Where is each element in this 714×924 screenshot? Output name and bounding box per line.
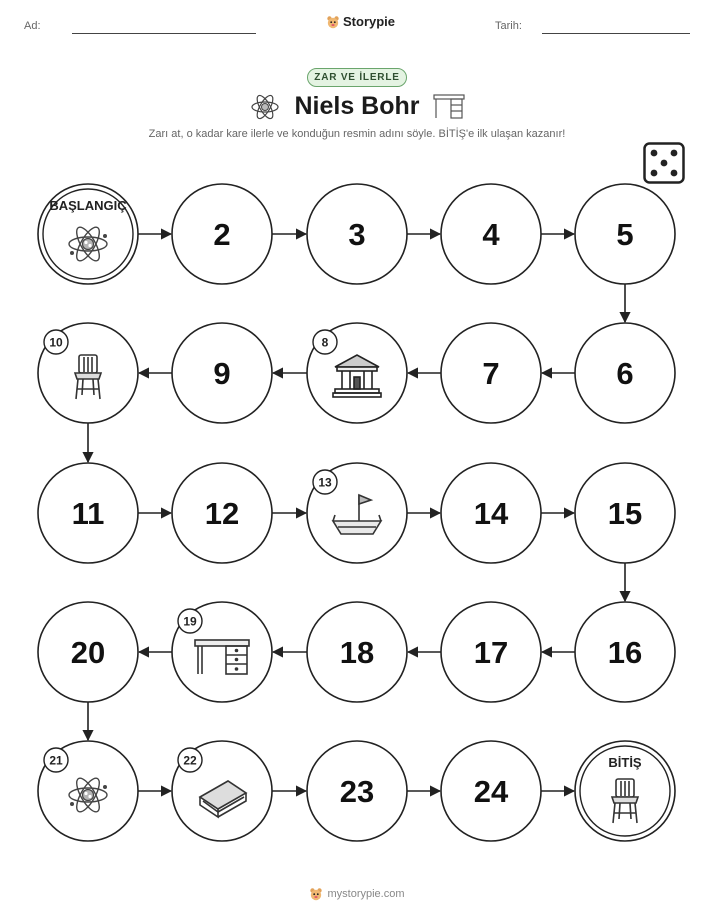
board-cell-25[interactable] xyxy=(575,741,675,841)
cell-number: 23 xyxy=(339,774,375,809)
board-cell-11[interactable] xyxy=(38,463,138,563)
page-title: Niels Bohr xyxy=(294,92,420,120)
cell-number-badge: 22 xyxy=(183,753,197,768)
footer-url: mystorypie.com xyxy=(327,888,405,900)
cell-number: 2 xyxy=(213,217,231,252)
board-cell-18[interactable] xyxy=(307,602,407,702)
board-cell-1[interactable] xyxy=(38,184,138,284)
cell-number: 3 xyxy=(348,217,366,252)
cell-number-badge: 13 xyxy=(318,475,332,490)
start-label: BAŞLANGIÇ xyxy=(49,198,127,213)
board-cell-16[interactable] xyxy=(575,602,675,702)
cell-number: 6 xyxy=(616,356,634,391)
cell-number: 11 xyxy=(71,496,105,531)
board-cell-24[interactable] xyxy=(441,741,541,841)
cell-number: 18 xyxy=(339,635,375,670)
cell-number: 5 xyxy=(616,217,634,252)
cell-number: 14 xyxy=(473,496,509,531)
footer xyxy=(0,887,714,901)
cell-number: 16 xyxy=(607,635,643,670)
board-cell-13[interactable] xyxy=(307,463,407,563)
cell-number: 24 xyxy=(473,774,509,809)
board-cell-14[interactable] xyxy=(441,463,541,563)
cell-number-badge: 10 xyxy=(49,335,63,350)
finish-label: BİTİŞ xyxy=(608,755,642,770)
board-cell-4[interactable] xyxy=(441,184,541,284)
board-cell-6[interactable] xyxy=(575,323,675,423)
cell-number: 12 xyxy=(204,496,240,531)
board-cell-7[interactable] xyxy=(441,323,541,423)
cell-number-badge: 21 xyxy=(49,753,63,768)
instructions: Zarı at, o kadar kare ilerle ve konduğun resmin adını söyle. BİTİŞ'e ilk ulaşan kazanır! xyxy=(148,128,566,140)
cell-number-badge: 19 xyxy=(183,614,197,629)
board-cell-23[interactable] xyxy=(307,741,407,841)
cell-number: 9 xyxy=(213,356,231,391)
board-cell-19[interactable] xyxy=(172,602,272,702)
name-label: Ad: xyxy=(24,20,41,32)
board-cell-8[interactable] xyxy=(307,323,407,423)
board-cell-10[interactable] xyxy=(38,323,138,423)
board-cell-3[interactable] xyxy=(307,184,407,284)
cell-number: 17 xyxy=(473,635,509,670)
board-cell-12[interactable] xyxy=(172,463,272,563)
cell-number: 4 xyxy=(482,217,500,252)
board-cell-20[interactable] xyxy=(38,602,138,702)
board-cell-2[interactable] xyxy=(172,184,272,284)
board-cell-22[interactable] xyxy=(172,741,272,841)
board-cell-15[interactable] xyxy=(575,463,675,563)
cell-number-badge: 8 xyxy=(321,335,329,350)
board-cell-21[interactable] xyxy=(38,741,138,841)
cell-number: 15 xyxy=(607,496,643,531)
board-cell-5[interactable] xyxy=(575,184,675,284)
brand-name: Storypie xyxy=(343,14,396,29)
game-type-badge: ZAR VE İLERLE xyxy=(307,68,407,87)
cell-number: 20 xyxy=(70,635,106,670)
storypie-logo-icon xyxy=(309,887,323,901)
board-cell-9[interactable] xyxy=(172,323,272,423)
board-cell-17[interactable] xyxy=(441,602,541,702)
date-label: Tarih: xyxy=(495,20,522,32)
cell-number: 7 xyxy=(482,356,500,391)
